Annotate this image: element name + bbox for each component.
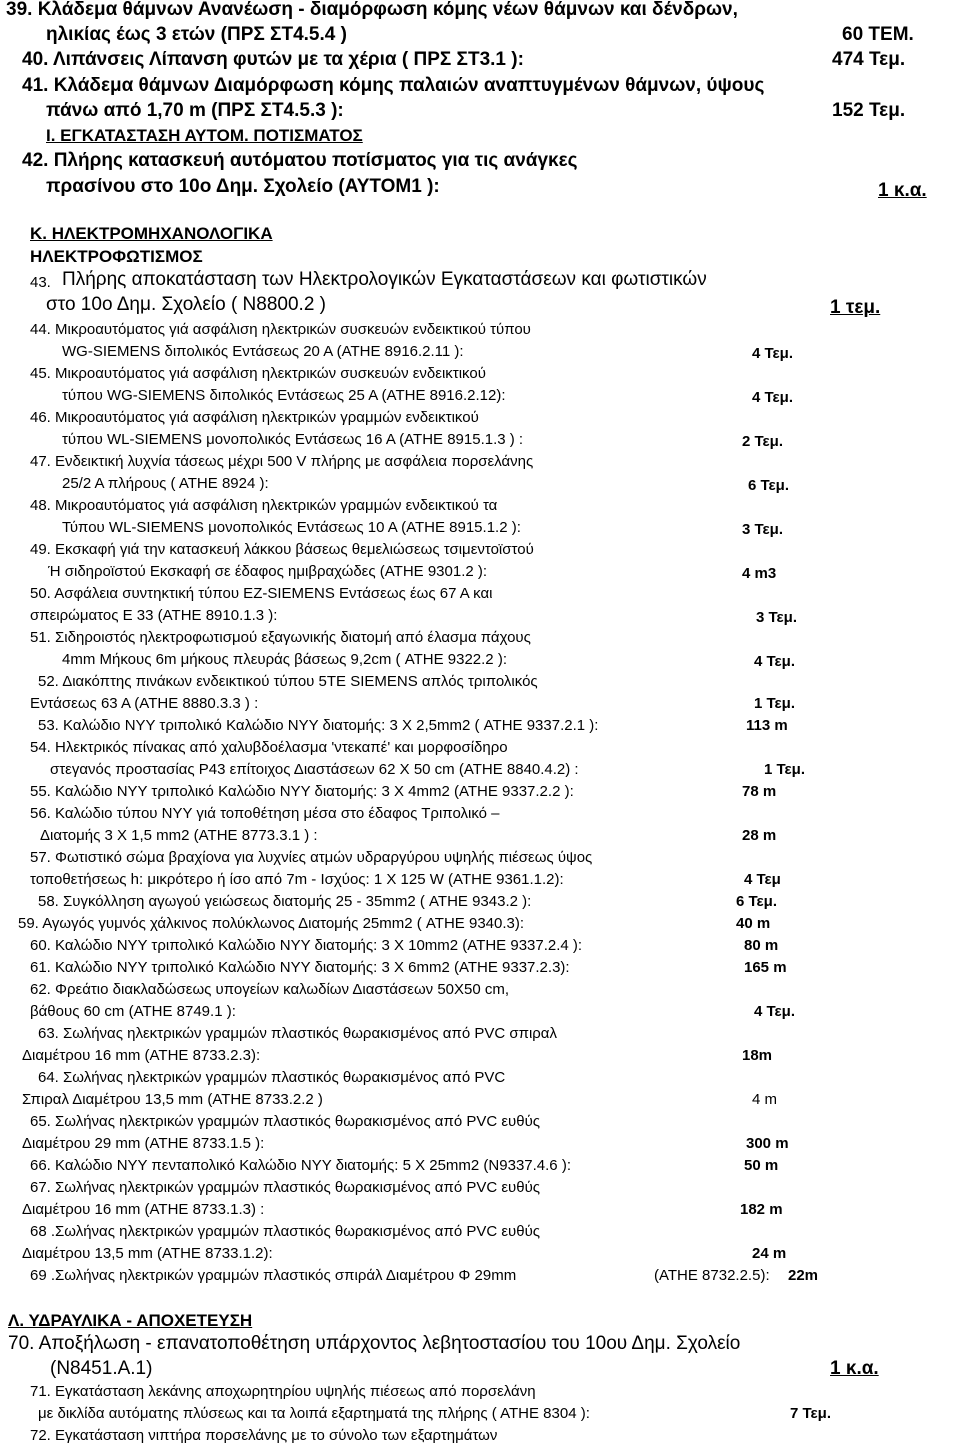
text-line: 49. Εκσκαφή γιά την κατασκευή λάκκου βάσεως θεμελιώσεως τσιμεντοϊστού — [30, 541, 534, 558]
text-line: 47. Ενδεικτική λυχνία τάσεως μέχρι 500 V πλήρης με ασφάλεια πορσελάνης — [30, 453, 534, 470]
text-line: 4 m — [752, 1091, 778, 1108]
text-line: 39. Κλάδεμα θάμνων Ανανέωση - διαμόρφωση κόμης νέων θάμνων και δένδρων, — [6, 0, 738, 20]
text-line: 25/2 Α πλήρους ( ΑΤΗΕ 8924 ): — [62, 475, 269, 492]
text-line: 40 m — [736, 915, 771, 932]
text-line: 45. Μικροαυτόματος γιά ασφάλιση ηλεκτρικών συσκευών ενδεικτικού — [30, 365, 486, 382]
text-line: 22m — [788, 1267, 819, 1284]
text-line: 62. Φρεάτιο διακλαδώσεως υπογείων καλωδίων Διαστάσεων 50Χ50 cm, — [30, 981, 510, 998]
text-line: 54. Ηλεκτρικός πίνακας από χαλυβδοέλασμα 'ντεκαπέ' και μορφοσίδηρο — [30, 739, 508, 756]
text-line: Σπιραλ Διαμέτρου 13,5 mm (ΑΤΗΕ 8733.2.2 ) — [22, 1091, 323, 1108]
text-line: 50. Ασφάλεια συντηκτική τύπου EZ-SIEMENS Εντάσεως έως 67 Α και — [30, 585, 493, 602]
text-line: 1 τεμ. — [830, 297, 881, 318]
text-line: 113 m — [746, 717, 788, 734]
text-line: 2 Τεμ. — [742, 433, 784, 450]
text-line: 59. Αγωγός γυμνός χάλκινος πολύκλωνος Διατομής 25mm2 ( ΑΤΗΕ 9340.3): — [18, 915, 525, 932]
text-line: 182 m — [740, 1201, 783, 1218]
text-line: 4 Τεμ. — [754, 1003, 796, 1020]
text-line: 4 Τεμ — [744, 871, 781, 888]
text-line: 28 m — [742, 827, 777, 844]
text-line: 4 Τεμ. — [752, 389, 794, 406]
text-line: Ή σιδηροϊστού Εκσκαφή σε έδαφος ημιβραχώδες (ΑΤΗΕ 9301.2 ): — [48, 563, 488, 580]
text-line: τοποθετήσεως h: μικρότερο ή ίσο από 7m - Ισχύος: 1 Χ 125 W (ΑΤΗΕ 9361.1.2): — [30, 871, 564, 888]
text-line: 55. Καλώδιο ΝΥΥ τριπολικό Καλώδιο ΝΥΥ διατομής: 3 Χ 4mm2 (ΑΤΗΕ 9337.2.2 ): — [30, 783, 574, 800]
text-line: Πλήρης αποκατάσταση των Ηλεκτρολογικών Εγκαταστάσεων και φωτιστικών — [62, 269, 707, 290]
text-line: 64. Σωλήνας ηλεκτρικών γραμμών πλαστικός θωρακισμένος από PVC — [38, 1069, 506, 1086]
text-line: στεγανός προστασίας Ρ43 επίτοιχος Διαστάσεων 62 Χ 50 cm (ΑΤΗΕ 8840.4.2) : — [50, 761, 579, 778]
text-line: 57. Φωτιστικό σώμα βραχίονα για λυχνίες ατμών υδραργύρου υψηλής πιέσεως ύψος — [30, 849, 593, 866]
text-line: 69 .Σωλήνας ηλεκτρικών γραμμών πλαστικός σπιράλ Διαμέτρου Φ 29mm — [30, 1267, 517, 1284]
text-line: πάνω από 1,70 m (ΠΡΣ ΣΤ4.5.3 ): — [46, 100, 344, 121]
text-line: 40. Λιπάνσεις Λίπανση φυτών με τα χέρια ( ΠΡΣ ΣΤ3.1 ): — [22, 49, 524, 70]
text-line: στο 10ο Δημ. Σχολείο ( Ν8800.2 ) — [46, 294, 326, 315]
text-line: 1 Τεμ. — [764, 761, 806, 778]
text-line: 6 Τεμ. — [748, 477, 790, 494]
text-line: Ι. ΕΓΚΑΤΑΣΤΑΣΗ ΑΥΤΟΜ. ΠΟΤΙΣΜΑΤΟΣ — [46, 126, 363, 145]
text-line: 65. Σωλήνας ηλεκτρικών γραμμών πλαστικός θωρακισμένος από PVC ευθύς — [30, 1113, 540, 1130]
text-line: 44. Μικροαυτόματος γιά ασφάλιση ηλεκτρικών συσκευών ενδεικτικού τύπου — [30, 321, 531, 338]
text-line: Λ. ΥΔΡΑΥΛΙΚΑ - ΑΠΟΧΕΤΕΥΣΗ — [8, 1311, 253, 1330]
text-line: 3 Τεμ. — [756, 609, 798, 626]
text-line: 60. Καλώδιο ΝΥΥ τριπολικό Καλώδιο ΝΥΥ διατομής: 3 Χ 10mm2 (ΑΤΗΕ 9337.2.4 ): — [30, 937, 583, 954]
text-line: πρασίνου στο 10ο Δημ. Σχολείο (ΑΥΤΟΜ1 ): — [46, 176, 440, 197]
text-line: (Ν8451.Α.1) — [50, 1358, 153, 1379]
text-line: 66. Καλώδιο ΝΥΥ πενταπολικό Καλώδιο ΝΥΥ διατομής: 5 Χ 25mm2 (Ν9337.4.6 ): — [30, 1157, 571, 1174]
text-line: 52. Διακόπτης πινάκων ενδεικτικού τύπου 5ΤΕ SIEMENS απλός τριπολικός — [38, 673, 538, 690]
text-line: Διατομής 3 Χ 1,5 mm2 (ΑΤΗΕ 8773.3.1 ) : — [40, 827, 318, 844]
text-line: Τύπου WL-SIEMENS μονοπολικός Εντάσεως 10 Α (ΑΤΗΕ 8915.1.2 ): — [62, 519, 521, 536]
text-line: 1 κ.α. — [878, 180, 927, 201]
text-line: με δικλίδα αυτόματης πλύσεως και τα λοιπά εξαρτηματά της πλήρης ( ΑΤΗΕ 8304 ): — [38, 1405, 590, 1422]
text-line: 42. Πλήρης κατασκευή αυτόματου ποτίσματος για τις ανάγκες — [22, 150, 578, 171]
text-line: Διαμέτρου 13,5 mm (ΑΤΗΕ 8733.1.2): — [22, 1245, 273, 1262]
text-line: 41. Κλάδεμα θάμνων Διαμόρφωση κόμης παλαιών αναπτυγμένων θάμνων, ύψους — [22, 75, 765, 96]
text-line: Κ. ΗΛΕΚΤΡΟΜΗΧΑΝΟΛΟΓΙΚΑ — [30, 224, 273, 243]
text-line: 474 Τεμ. — [832, 49, 906, 70]
text-line: ΗΛΕΚΤΡΟΦΩΤΙΣΜΟΣ — [30, 247, 203, 266]
text-line: 56. Καλώδιο τύπου ΝΥΥ γιά τοποθέτηση μέσα στο έδαφος Τριπολικό – — [30, 805, 500, 822]
text-line: 4 m3 — [742, 565, 777, 582]
text-line: 78 m — [742, 783, 777, 800]
text-line: 70. Αποξήλωση - επανατοποθέτηση υπάρχοντος λεβητοστασίου του 10ου Δημ. Σχολείο — [8, 1333, 741, 1354]
text-line: 1 Τεμ. — [754, 695, 796, 712]
text-line: 60 ΤΕΜ. — [842, 24, 914, 45]
text-line: 67. Σωλήνας ηλεκτρικών γραμμών πλαστικός θωρακισμένος από PVC ευθύς — [30, 1179, 540, 1196]
text-line: 50 m — [744, 1157, 779, 1174]
text-line: βάθους 60 cm (ΑΤΗΕ 8749.1 ): — [30, 1003, 236, 1020]
text-line: 72. Εγκατάσταση νιπτήρα πορσελάνης με το σύνολο των εξαρτημάτων — [30, 1427, 498, 1444]
text-line: 71. Εγκατάσταση λεκάνης αποχωρητηρίου υψηλής πιέσεως από πορσελάνη — [30, 1383, 536, 1400]
text-line: 51. Σιδηροιστός ηλεκτροφωτισμού εξαγωνικής διατομή από έλασμα πάχους — [30, 629, 531, 646]
text-line: (ΑΤΗΕ 8732.2.5): — [654, 1267, 770, 1284]
text-line: 165 m — [744, 959, 787, 976]
text-line: 4mm Μήκους 6m μήκους πλευράς βάσεως 9,2cm ( ΑΤΗΕ 9322.2 ): — [62, 651, 507, 668]
text-line: 48. Μικροαυτόματος γιά ασφάλιση ηλεκτρικών γραμμών ενδεικτικού τα — [30, 497, 498, 514]
text-line: 7 Τεμ. — [790, 1405, 832, 1422]
text-line: Διαμέτρου 16 mm (ΑΤΗΕ 8733.1.3) : — [22, 1201, 265, 1218]
text-line: σπειρώματος Ε 33 (ΑΤΗΕ 8910.1.3 ): — [30, 607, 278, 624]
text-line: Διαμέτρου 16 mm (ΑΤΗΕ 8733.2.3): — [22, 1047, 261, 1064]
text-line: 152 Τεμ. — [832, 100, 906, 121]
text-line: τύπου WL-SIEMENS μονοπολικός Εντάσεως 16 Α (ΑΤΗΕ 8915.1.3 ) : — [62, 431, 524, 448]
text-line: 1 κ.α. — [830, 1358, 879, 1379]
text-line: τύπου WG-SIEMENS διπολικός Εντάσεως 25 Α (ΑΤΗΕ 8916.2.12): — [62, 387, 506, 404]
text-line: 24 m — [752, 1245, 787, 1262]
text-line: 58. Συγκόλληση αγωγού γειώσεως διατομής 25 - 35mm2 ( ΑΤΗΕ 9343.2 ): — [38, 893, 532, 910]
text-line: 68 .Σωλήνας ηλεκτρικών γραμμών πλαστικός θωρακισμένος από PVC ευθύς — [30, 1223, 540, 1240]
text-line: ηλικίας έως 3 ετών (ΠΡΣ ΣΤ4.5.4 ) — [46, 24, 347, 45]
text-line: 4 Τεμ. — [754, 653, 796, 670]
text-line: 300 m — [746, 1135, 789, 1152]
text-line: 6 Τεμ. — [736, 893, 778, 910]
text-line: 18m — [742, 1047, 773, 1064]
text-line: WG-SIEMENS διπολικός Εντάσεως 20 Α (ΑΤΗΕ 8916.2.11 ): — [62, 343, 464, 360]
text-line: 61. Καλώδιο ΝΥΥ τριπολικό Καλώδιο ΝΥΥ διατομής: 3 Χ 6mm2 (ΑΤΗΕ 9337.2.3): — [30, 959, 570, 976]
text-line: Εντάσεως 63 Α (ΑΤΗΕ 8880.3.3 ) : — [30, 695, 259, 712]
text-line: 3 Τεμ. — [742, 521, 784, 538]
text-line: 80 m — [744, 937, 779, 954]
text-line: 46. Μικροαυτόματος γιά ασφάλιση ηλεκτρικών γραμμών ενδεικτικού — [30, 409, 479, 426]
text-line: 43. — [30, 274, 51, 291]
text-line: 63. Σωλήνας ηλεκτρικών γραμμών πλαστικός θωρακισμένος από PVC σπιραλ — [38, 1025, 557, 1042]
text-line: 53. Καλώδιο ΝΥΥ τριπολικό Καλώδιο ΝΥΥ διατομής: 3 Χ 2,5mm2 ( ΑΤΗΕ 9337.2.1 ): — [38, 717, 599, 734]
text-line: 4 Τεμ. — [752, 345, 794, 362]
text-line: Διαμέτρου 29 mm (ΑΤΗΕ 8733.1.5 ): — [22, 1135, 265, 1152]
